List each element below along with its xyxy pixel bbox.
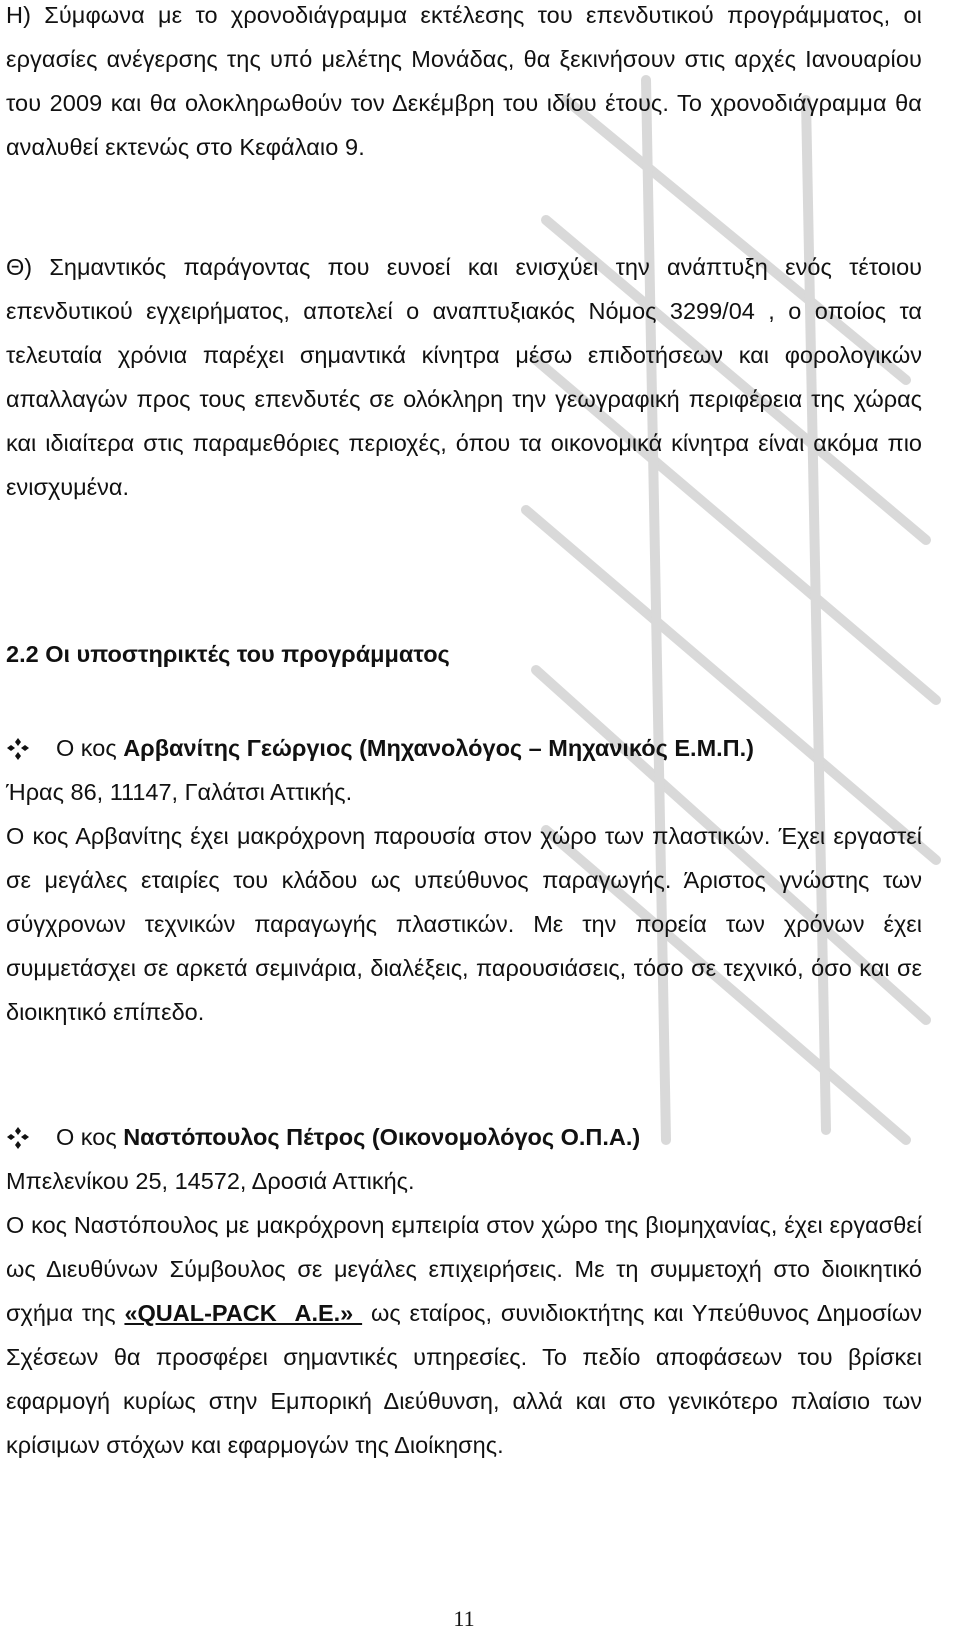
person-title: Αρβανίτης Γεώργιος (Μηχανολόγος – Μηχανικός Ε.Μ.Π.) [123, 735, 754, 761]
company-name: «QUAL-PACK Α.Ε.» [124, 1300, 363, 1326]
page-number: 11 [453, 1606, 475, 1631]
person-title: Ναστόπουλος Πέτρος (Οικονομολόγος Ο.Π.Α.) [123, 1124, 641, 1150]
person-arvanitis-details [6, 770, 922, 1034]
person-address: Ήρας 86, 11147, Γαλάτσι Αττικής. [6, 779, 353, 805]
person-arvanitis-name [56, 726, 754, 770]
person-prefix: Ο κος [56, 1124, 124, 1150]
person-address: Μπελενίκου 25, 14572, Δροσιά Αττικής. [6, 1168, 415, 1194]
person-nastopoulos-name [56, 1115, 640, 1159]
person-description-after: ως εταίρος, συνιδιοκτήτης και Υπεύθυνος Δημοσίων Σχέσεων θα προσφέρει σημαντικές υπηρεσίες. Το πεδίο αποφάσεων του βρίσκει εφαρμογή κυρίως στην Εμπορική Διεύθυνση, αλλά και στο γενικότερο πλαίσιο των κρίσιμων στόχων και εφαρμογών της Διοίκησης. [6, 1300, 922, 1458]
section-heading: 2.2 Οι υποστηρικτές του προγράμματος [6, 641, 450, 667]
person-prefix: Ο κος [56, 735, 124, 761]
paragraph-h: Η) Σύμφωνα με το χρονοδιάγραμμα εκτέλεσης του επενδυτικού προγράμματος, οι εργασίες ανέγερσης της υπό μελέτης Μονάδας, θα ξεκινήσουν στις αρχές Ιανουαρίου του 2009 και θα ολοκληρωθούν τον Δεκέμβρη του ιδίου έτους. Το χρονοδιάγραμμα θα αναλυθεί εκτενώς στο Κεφάλαιο 9. [6, 2, 922, 160]
four-diamond-bullet-icon [6, 726, 30, 770]
person-description-before: Ο κος Ναστόπουλος με μακρόχρονη εμπειρία στον χώρο της βιομηχανίας, έχει εργασθεί ως Διευθύνων Σύμβουλος σε μεγάλες επιχειρήσεις. Με τη συμμετοχή στο διοικητικό σχήμα της [6, 1212, 922, 1326]
document-page [6, 0, 922, 1635]
person-description: Ο κος Αρβανίτης έχει μακρόχρονη παρουσία στον χώρο των πλαστικών. Έχει εργαστεί σε μεγάλες εταιρίες του κλάδου ως υπεύθυνος παραγωγής. Άριστος γνώστης των σύγχρονων τεχνικών παραγωγής πλαστικών. Με την πορεία των χρόνων έχει συμμετάσχει σε αρκετά σεμινάρια, διαλέξεις, παρουσιάσεις, τόσο σε τεχνικό, όσο και σε διοικητικό επίπεδο. [6, 823, 922, 1025]
paragraph-theta: Θ) Σημαντικός παράγοντας που ευνοεί και ενισχύει την ανάπτυξη ενός τέτοιου επενδυτικού εγχειρήματος, αποτελεί ο αναπτυξιακός Νόμος 3299/04 , ο οποίος τα τελευταία χρόνια παρέχει σημαντικά κίνητρα μέσω επιδοτήσεων και φορολογικών απαλλαγών προς τους επενδυτές σε ολόκληρη την γεωγραφική περιφέρεια της χώρας και ιδιαίτερα στις παραμεθόριες περιοχές, όπου τα οικονομικά κίνητρα είναι ακόμα πιο ενισχυμένα. [6, 254, 922, 500]
person-nastopoulos-details [6, 1159, 922, 1467]
four-diamond-bullet-icon [6, 1115, 30, 1159]
